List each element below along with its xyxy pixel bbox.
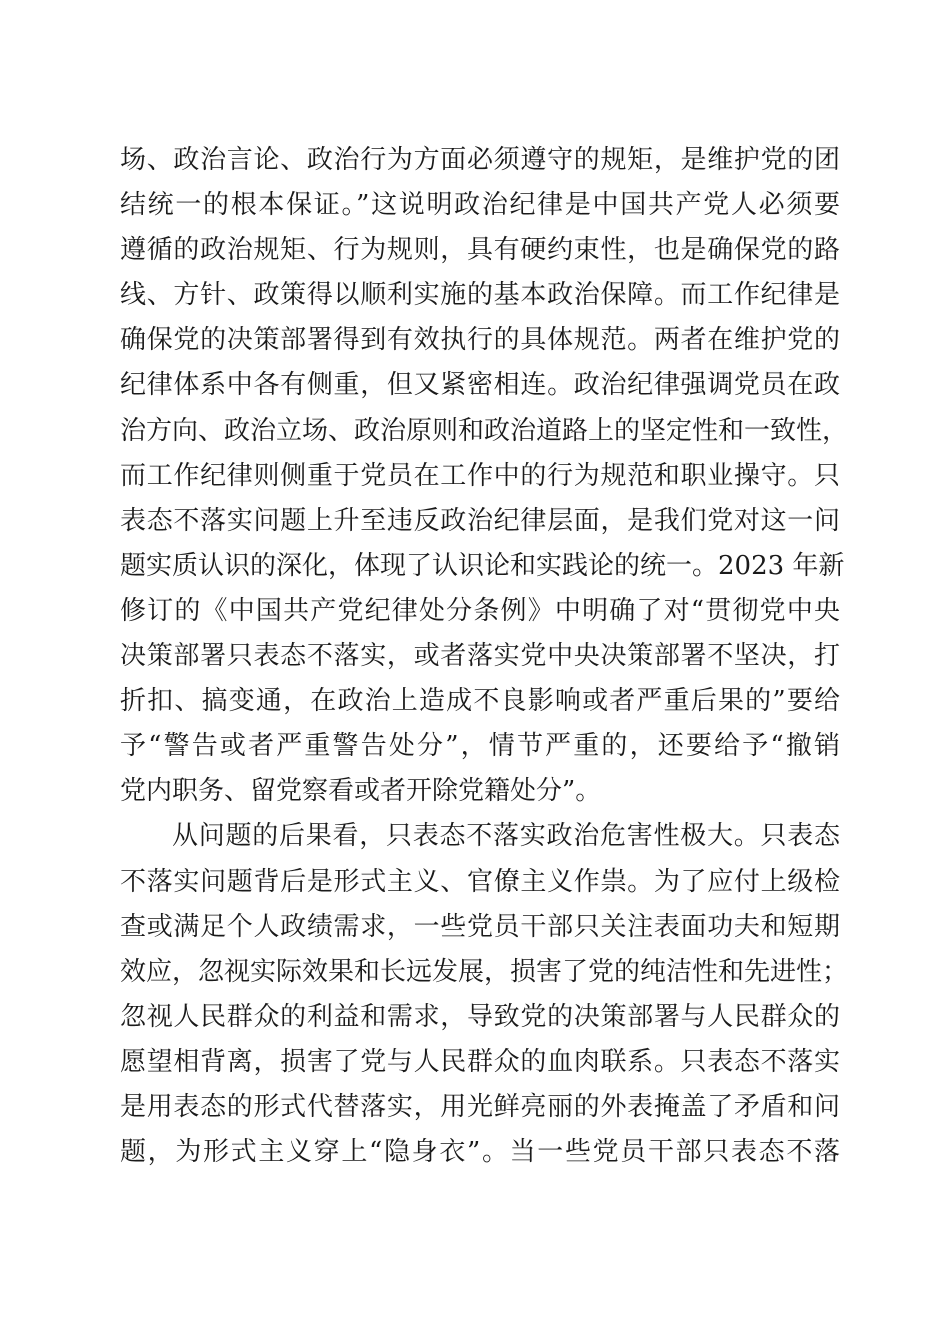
text-line: 不落实问题背后是形式主义、官僚主义作祟。为了应付上级检	[120, 866, 840, 897]
paragraph-1	[120, 138, 849, 814]
text-line: 表态不落实问题上升至违反政治纪律层面，是我们党对这一问	[120, 505, 840, 536]
text-line: 题实质认识的深化，体现了认识论和实践论的统一。2023 年新	[120, 550, 845, 581]
text-line: 而工作纪律则侧重于党员在工作中的行为规范和职业操守。只	[120, 460, 840, 491]
text-line: 修订的《中国共产党纪律处分条例》中明确了对“贯彻党中央	[120, 595, 840, 626]
text-line: 愿望相背离，损害了党与人民群众的血肉联系。只表态不落实	[120, 1046, 840, 1077]
text-line: 从问题的后果看，只表态不落实政治危害性极大。只表态	[172, 821, 840, 852]
paragraph-2	[120, 814, 849, 1175]
text-line: 予“警告或者严重警告处分”，情节严重的，还要给予“撤销	[120, 731, 840, 762]
text-line: 场、政治言论、政治行为方面必须遵守的规矩，是维护党的团	[120, 145, 840, 175]
text-line: 确保党的决策部署得到有效执行的具体规范。两者在维护党的	[120, 325, 840, 356]
text-line: 是用表态的形式代替落实，用光鲜亮丽的外表掩盖了矛盾和问	[120, 1091, 840, 1122]
text-line: 治方向、政治立场、政治原则和政治道路上的坚定性和一致性，	[120, 415, 849, 446]
text-line: 结统一的根本保证。”这说明政治纪律是中国共产党人必须要	[120, 190, 840, 221]
text-line: 查或满足个人政绩需求，一些党员干部只关注表面功夫和短期	[120, 911, 840, 942]
text-line: 遵循的政治规矩、行为规则，具有硬约束性，也是确保党的路	[120, 235, 840, 266]
text-line: 忽视人民群众的利益和需求，导致党的决策部署与人民群众的	[120, 1001, 840, 1032]
text-line: 线、方针、政策得以顺利实施的基本政治保障。而工作纪律是	[120, 280, 840, 311]
text-line: 效应，忽视实际效果和长远发展，损害了党的纯洁性和先进性；	[120, 956, 849, 987]
text-line: 折扣、搞变通，在政治上造成不良影响或者严重后果的”要给	[120, 686, 840, 717]
body-text	[120, 138, 849, 1175]
text-line: 纪律体系中各有侧重，但又紧密相连。政治纪律强调党员在政	[120, 370, 840, 401]
text-line: 题，为形式主义穿上“隐身衣”。当一些党员干部只表态不落	[120, 1137, 840, 1168]
text-line: 党内职务、留党察看或者开除党籍处分”。	[120, 776, 602, 807]
text-line: 决策部署只表态不落实，或者落实党中央决策部署不坚决，打	[120, 641, 840, 672]
